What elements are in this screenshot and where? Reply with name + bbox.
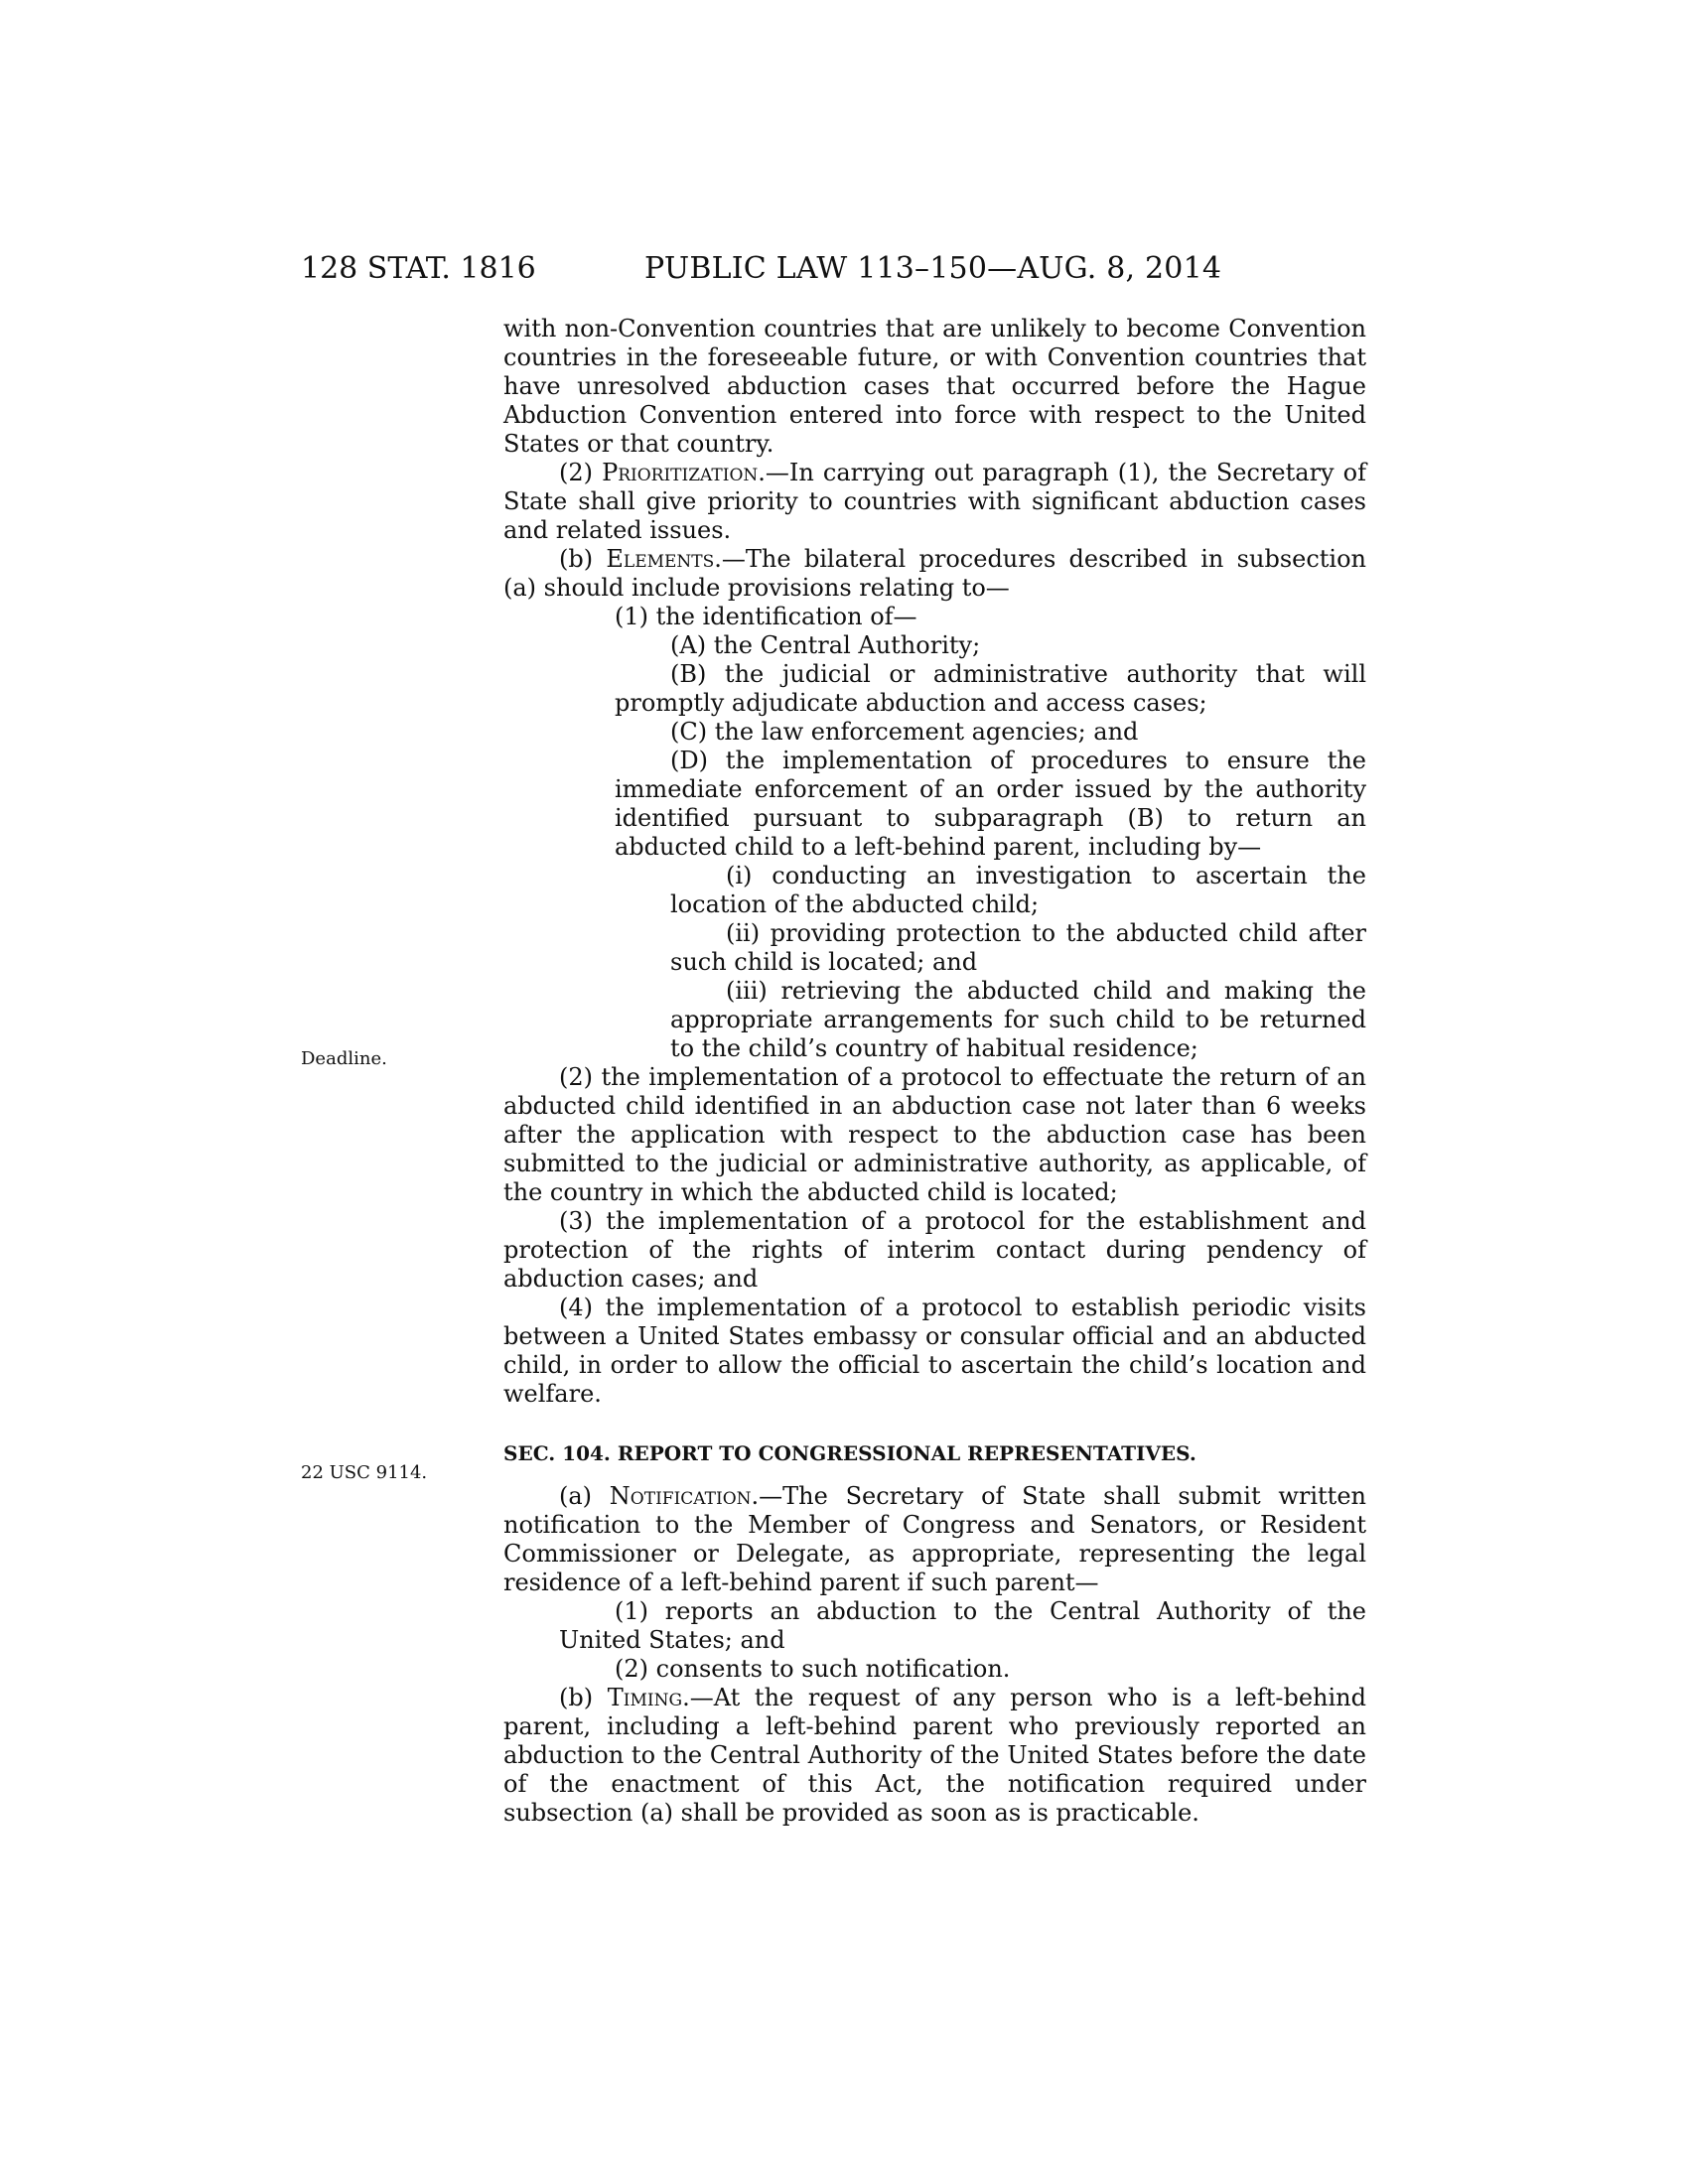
- heading-notification: Notification: [609, 1482, 752, 1510]
- paragraph-notification: (a) Notification.—The Secretary of State shall submit written notification to the Member of Congress and Senators, or Resident Commissioner or Delegate, as appropriate, representing the legal residence of a left-behind parent if such parent—: [503, 1482, 1366, 1596]
- margin-note-usc: 22 USC 9114.: [301, 1462, 428, 1483]
- public-law-title: PUBLIC LAW 113–150—AUG. 8, 2014: [644, 251, 1222, 286]
- element-1d-ii: (ii) providing protection to the abducted child after such child is located; and: [670, 919, 1366, 976]
- margin-note-deadline: Deadline.: [301, 1048, 387, 1069]
- statute-page-number: 128 STAT. 1816: [301, 251, 536, 286]
- element-4: (4) the implementation of a protocol to establish periodic visits between a United States embassy or consular official and an abducted child, in order to allow the official to ascertain the child’s location and welfare.: [503, 1294, 1366, 1408]
- section-104-heading: SEC. 104. REPORT TO CONGRESSIONAL REPRESENTATIVES.: [503, 1441, 1196, 1465]
- element-1a: (A) the Central Authority;: [670, 631, 981, 659]
- notification-item-1: (1) reports an abduction to the Central Authority of the United States; and: [559, 1597, 1366, 1654]
- paragraph-timing: (b) Timing.—At the request of any person who is a left-behind parent, including a left-behind parent who previously reported an abduction to the Central Authority of the United States before the date of the enactment of this Act, the notification required under subsection (a) shall be provided as soon as is practicable.: [503, 1684, 1366, 1827]
- element-1b: (B) the judicial or administrative authority that will promptly adjudicate abduction and access cases;: [615, 660, 1366, 717]
- element-1d-iii: (iii) retrieving the abducted child and making the appropriate arrangements for such child to be returned to the child’s country of habitual residence;: [670, 977, 1366, 1062]
- heading-elements: Elements: [606, 545, 715, 573]
- document-body: [503, 315, 1366, 1828]
- page-header: [301, 248, 1365, 290]
- element-1c: (C) the law enforcement agencies; and: [670, 718, 1139, 746]
- element-2: (2) the implementation of a protocol to effectuate the return of an abducted child identified in an abduction case not later than 6 weeks after the application with respect to the abduction case has been submitted to the judicial or administrative authority, as applicable, of the country in which the abducted child is located;: [503, 1063, 1366, 1206]
- heading-timing: Timing: [607, 1684, 683, 1711]
- element-1d: (D) the implementation of procedures to ensure the immediate enforcement of an order issued by the authority identified pursuant to subparagraph (B) to return an abducted child to a left-behind parent, including by—: [615, 747, 1366, 861]
- notification-item-2: (2) consents to such notification.: [615, 1655, 1011, 1683]
- element-1d-i: (i) conducting an investigation to ascertain the location of the abducted child;: [670, 862, 1366, 918]
- element-1: (1) the identification of—: [615, 603, 917, 630]
- heading-prioritization: Prioritization: [602, 459, 759, 486]
- paragraph-prioritization: (2) Prioritization.—In carrying out paragraph (1), the Secretary of State shall give priority to countries with significant abduction cases and related issues.: [503, 459, 1366, 544]
- element-3: (3) the implementation of a protocol for the establishment and protection of the rights of interim contact during pendency of abduction cases; and: [503, 1207, 1366, 1293]
- paragraph-elements: (b) Elements.—The bilateral procedures described in subsection (a) should include provisions relating to—: [503, 545, 1367, 602]
- intro-paragraph: with non-Convention countries that are unlikely to become Convention countries in the foreseeable future, or with Convention countries that have unresolved abduction cases that occurred before the Hague Abduction Convention entered into force with respect to the United States or that country.: [503, 315, 1366, 458]
